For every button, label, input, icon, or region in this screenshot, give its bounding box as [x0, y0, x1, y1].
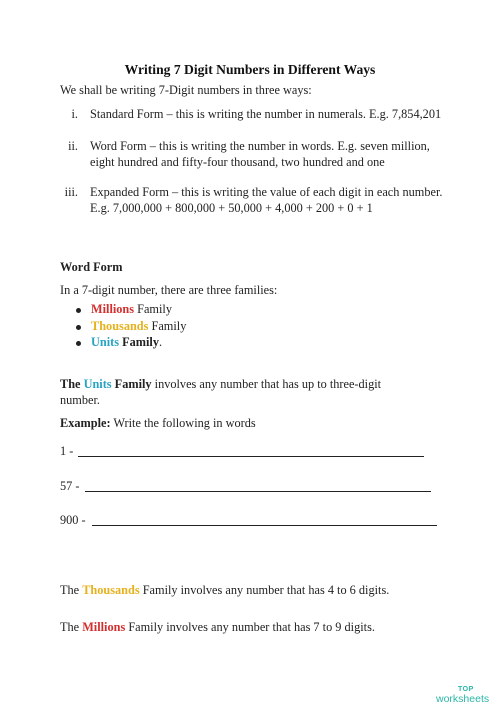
thousands-word: Thousands — [82, 583, 140, 597]
exercise-label: 57 - — [60, 479, 80, 493]
word-form-heading: Word Form — [60, 260, 123, 274]
bullet-icon — [76, 325, 81, 330]
answer-blank[interactable] — [85, 491, 431, 492]
way-text: Word Form – this is writing the number in words. E.g. seven million, eight hundred and fifty-four thousand, two hundred and one — [90, 139, 430, 169]
answer-blank[interactable] — [92, 525, 437, 526]
bullet-icon — [76, 308, 81, 313]
units-paragraph-cont: number. — [60, 393, 100, 407]
thousands-paragraph: The Thousands Family involves any number that has 4 to 6 digits. — [60, 583, 390, 597]
way-number: ii. — [68, 139, 78, 153]
bullet-icon — [76, 341, 81, 346]
logo-top-text: TOP — [458, 686, 474, 693]
units-paragraph: The Units Family involves any number that has up to three-digit — [60, 377, 382, 391]
example-label: Example: — [60, 416, 111, 430]
millions-word: Millions — [82, 620, 126, 634]
units-word: Units — [83, 377, 112, 391]
way-number: iii. — [64, 185, 78, 199]
intro-text: We shall be writing 7-Digit numbers in three ways: — [60, 83, 312, 97]
exercise-label: 900 - — [60, 513, 86, 527]
way-number: i. — [71, 107, 78, 121]
family-item: Millions Family — [91, 302, 172, 316]
millions-paragraph: The Millions Family involves any number that has 7 to 9 digits. — [60, 620, 375, 634]
thousands-word: Thousands — [91, 319, 149, 333]
family-item: Units Family. — [91, 335, 163, 349]
word-form-intro: In a 7-digit number, there are three families: — [60, 283, 278, 297]
millions-word: Millions — [91, 302, 135, 316]
units-word: Units — [91, 335, 120, 349]
way-text: Standard Form – this is writing the number in numerals. E.g. 7,854,201 — [90, 107, 442, 121]
logo-bottom-text: worksheets — [436, 693, 490, 705]
page-title: Writing 7 Digit Numbers in Different Ways — [124, 62, 376, 77]
answer-blank[interactable] — [78, 456, 424, 457]
family-item: Thousands Family — [91, 319, 187, 333]
exercise-label: 1 - — [60, 444, 74, 458]
example-line: Example: Write the following in words — [60, 416, 256, 430]
way-text: Expanded Form – this is writing the value of each digit in each number. E.g. 7,000,000 + 800,000 + 50,000 + 4,000 + 200 + 0 + 1 — [90, 185, 443, 215]
